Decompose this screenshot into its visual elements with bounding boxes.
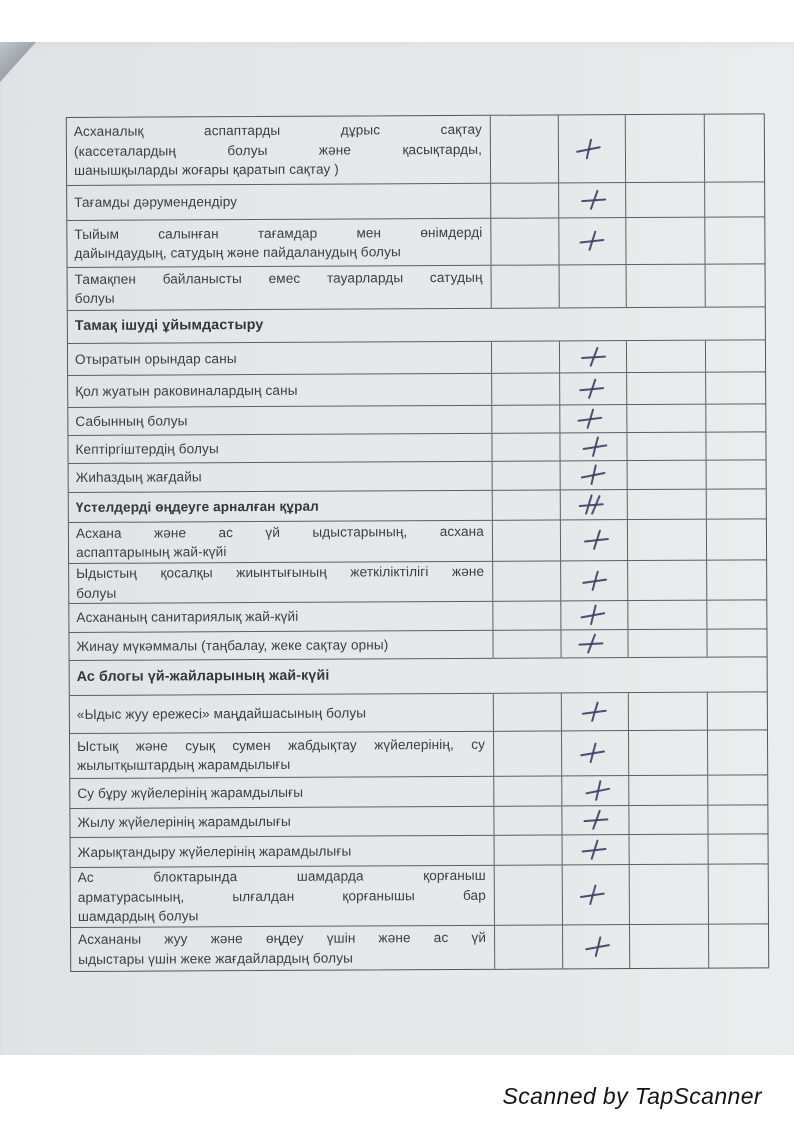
empty-cell: [707, 519, 766, 559]
mark-cell: [560, 433, 627, 460]
empty-cell: [705, 182, 764, 216]
table-row: [70, 692, 767, 734]
table-row: [68, 264, 765, 311]
item-text: Жинау мүкәммалы (таңбалау, жеке сақтау орны): [76, 637, 389, 654]
plus-check-mark-icon: [576, 407, 604, 431]
empty-cell: [708, 730, 767, 774]
mark-cell: [562, 693, 629, 730]
item-text: Сабынның болуы: [75, 413, 188, 429]
checklist-table: [66, 113, 769, 972]
item-text: Жарықтандыру жүйелерінің жарамдылығы: [77, 843, 352, 860]
table-row: [70, 805, 767, 838]
empty-cell: [495, 835, 563, 864]
empty-cell: [630, 865, 709, 924]
item-text-cell: [69, 521, 493, 563]
section-title-cell: [68, 307, 765, 343]
plus-check-mark-icon: [580, 838, 608, 862]
empty-cell: [706, 372, 765, 403]
item-text-cell: [68, 266, 492, 310]
mark-cell: [563, 925, 630, 968]
empty-cell: [707, 489, 766, 518]
mark-cell: [559, 183, 626, 217]
empty-cell: [493, 630, 561, 657]
mark-cell: [562, 806, 629, 834]
item-text-cell: [69, 631, 493, 660]
table-row: [68, 432, 765, 464]
plus-check-mark-icon: [579, 344, 608, 370]
empty-cell: [706, 340, 765, 371]
empty-cell: [494, 776, 562, 805]
empty-cell: [628, 490, 707, 519]
item-text: Ыстық және суық сумен жабдықтау жүйелерінің, су: [77, 736, 486, 754]
plus-check-mark-icon: [579, 741, 608, 766]
plus-check-mark-icon: [583, 528, 611, 552]
section-title-cell: [70, 657, 767, 695]
empty-cell: [630, 835, 709, 864]
empty-cell: [495, 925, 563, 968]
item-text-cell: [71, 836, 495, 867]
empty-cell: [493, 520, 561, 560]
item-text-cell: [68, 342, 492, 375]
item-text-cell: [69, 562, 493, 603]
empty-cell: [709, 924, 768, 967]
empty-cell: [627, 405, 706, 432]
plus-check-mark-icon: [579, 462, 609, 488]
item-text-cell: [70, 777, 494, 808]
item-text-cell: [69, 462, 493, 492]
empty-cell: [707, 629, 766, 656]
item-text-cell: [71, 926, 495, 971]
table-row: [69, 560, 766, 604]
empty-cell: [494, 731, 562, 775]
mark-cell: [561, 561, 628, 600]
table-row: [71, 924, 768, 971]
empty-cell: [494, 806, 562, 834]
empty-cell: [491, 218, 559, 264]
plus-check-mark-icon: [583, 778, 613, 804]
item-text: Ас блоктарында шамдарда қорғаныш: [77, 868, 486, 886]
item-text: Отыратын орындар саны: [74, 350, 237, 367]
item-text: ыдыстары үшін жеке жағдайлардың болуы: [78, 950, 353, 967]
plus-check-mark-icon: [579, 882, 608, 907]
empty-cell: [495, 865, 563, 924]
empty-cell: [628, 520, 707, 560]
empty-cell: [705, 114, 764, 181]
item-text-cell: [67, 184, 491, 220]
table-row: [68, 404, 765, 436]
item-text-cell: [69, 602, 493, 632]
empty-cell: [629, 693, 708, 730]
empty-cell: [627, 341, 706, 372]
plus-check-mark-icon: [579, 603, 608, 629]
empty-cell: [491, 115, 559, 182]
table-row: [71, 864, 768, 928]
empty-cell: [708, 692, 767, 729]
empty-cell: [626, 218, 705, 264]
empty-cell: [709, 834, 768, 863]
item-text: Асхананың санитариялық жай-күйі: [76, 609, 299, 626]
empty-cell: [494, 693, 562, 730]
item-text: Тамақ ішуді ұйымдастыру: [74, 317, 264, 335]
mark-cell: [562, 731, 629, 775]
empty-cell: [492, 265, 560, 307]
item-text-cell: [69, 491, 493, 522]
item-text-cell: [68, 434, 492, 463]
empty-cell: [493, 490, 561, 519]
mark-cell: [560, 341, 627, 372]
plus-check-mark-icon: [581, 568, 610, 593]
table-row: [67, 217, 764, 268]
table-row: [70, 775, 767, 809]
empty-cell: [492, 341, 560, 372]
empty-cell: [626, 183, 705, 217]
empty-cell: [630, 925, 709, 968]
empty-cell: [493, 601, 561, 629]
item-text: (кассеталардың болуы және қасықтарды,: [73, 141, 482, 159]
item-text: Жылу жүйелерінің жарамдылығы: [77, 814, 291, 831]
item-text-cell: [70, 807, 494, 837]
double-plus-check-mark-icon: [577, 492, 606, 517]
empty-cell: [493, 561, 561, 600]
table-row: [70, 730, 767, 779]
item-text: Тамақпен байланысты емес тауарларды сатудың: [74, 269, 483, 287]
empty-cell: [492, 433, 560, 460]
empty-cell: [707, 600, 766, 628]
table-row: [67, 114, 764, 186]
table-row: [69, 519, 766, 564]
empty-cell: [707, 560, 766, 599]
empty-cell: [628, 601, 707, 629]
empty-cell: [629, 731, 708, 775]
item-text-cell: [70, 694, 494, 733]
item-text: Тағамды дәрумендендіру: [74, 194, 238, 211]
item-text: Қол жуатын раковиналардың саны: [75, 382, 298, 399]
item-text: «Ыдыс жуу ережесі» маңдайшасының болуы: [76, 705, 367, 722]
item-text: болуы: [76, 585, 117, 601]
item-text: Асхана және ас үй ыдыстарының, асхана: [75, 523, 484, 541]
item-text: арматурасының, ылғалдан қорғанышы бар: [77, 887, 486, 905]
table-row: [69, 460, 766, 493]
item-text: Асхананы жуу және өңдеу үшін және ас үй: [78, 929, 487, 948]
item-text-cell: [70, 732, 494, 778]
empty-cell: [628, 630, 707, 657]
section-header-row: [70, 657, 767, 696]
mark-cell: [560, 405, 627, 432]
empty-cell: [708, 775, 767, 804]
mark-cell: [562, 776, 629, 805]
item-text: болуы: [74, 290, 115, 306]
item-text-cell: [67, 116, 491, 185]
empty-cell: [627, 433, 706, 460]
empty-cell: [705, 217, 764, 263]
item-text: жылытқыштардың жарамдылығы: [77, 756, 291, 773]
empty-cell: [628, 561, 707, 600]
mark-cell: [559, 218, 626, 264]
item-text-cell: [67, 219, 491, 267]
mark-cell: [561, 490, 628, 519]
item-text: дайындаудың, сатудың және пайдаланудың болуы: [74, 244, 401, 261]
empty-cell: [708, 805, 767, 833]
empty-cell: [628, 461, 707, 489]
item-text: аспаптарының жай-күйі: [76, 544, 227, 560]
item-text: Жиһаздың жағдайы: [75, 469, 202, 486]
mark-cell: [561, 630, 628, 657]
empty-cell: [629, 776, 708, 805]
mark-cell: [563, 835, 630, 864]
scanned-by-watermark: Scanned by TapScanner: [502, 1083, 762, 1109]
plus-check-mark-icon: [582, 808, 611, 833]
table-row: [69, 629, 766, 661]
empty-cell: [626, 115, 705, 182]
item-text: шанышқыларды жоғары қаратып сақтау ): [74, 161, 339, 179]
empty-cell: [709, 864, 768, 923]
plus-check-mark-icon: [578, 376, 607, 401]
item-text: Су бұру жүйелерінің жарамдылығы: [77, 784, 304, 801]
table-row: [71, 834, 768, 868]
empty-cell: [493, 461, 561, 489]
mark-cell: [561, 601, 628, 629]
item-text: Кептіргіштердің болуы: [75, 441, 219, 457]
mark-cell: [559, 115, 626, 182]
table-row: [68, 372, 765, 408]
section-header-row: [68, 307, 765, 344]
plus-check-mark-icon: [574, 136, 604, 162]
plus-check-mark-icon: [581, 434, 610, 459]
paper-sheet: [0, 42, 794, 1055]
plus-check-mark-icon: [581, 700, 609, 724]
empty-cell: [707, 460, 766, 488]
mark-cell: [563, 865, 630, 924]
item-text-cell: [71, 866, 495, 927]
item-text: Тыйым салынған тағамдар мен өнімдерді: [74, 224, 483, 242]
plus-check-mark-icon: [580, 188, 609, 213]
plus-check-mark-icon: [583, 934, 612, 960]
empty-cell: [627, 373, 706, 404]
item-text: Ас блогы үй-жайларының жай-күйі: [76, 667, 330, 686]
item-text: Асханалық аспаптарды дұрыс сақтау: [73, 122, 482, 140]
plus-check-mark-icon: [577, 631, 606, 657]
page-fold-corner: [0, 42, 36, 82]
mark-cell: [561, 520, 628, 560]
item-text-cell: [68, 374, 492, 407]
table-row: [67, 182, 764, 221]
table-row: [68, 340, 765, 376]
empty-cell: [706, 432, 765, 459]
mark-cell: [561, 461, 628, 489]
mark-cell: [560, 265, 627, 307]
mark-cell: [560, 373, 627, 404]
item-text: Ыдыстың қосалқы жиынтығының жеткіліктілігі және: [76, 563, 485, 582]
item-text: Үстелдерді өңдеуге арналған құрал: [75, 498, 319, 515]
plus-check-mark-icon: [578, 229, 606, 253]
empty-cell: [492, 405, 560, 432]
empty-cell: [627, 265, 706, 307]
empty-cell: [492, 373, 560, 404]
empty-cell: [491, 183, 559, 217]
empty-cell: [706, 264, 765, 306]
table-row: [69, 489, 766, 523]
empty-cell: [706, 404, 765, 431]
item-text: шамдардың болуы: [77, 908, 199, 925]
item-text-cell: [68, 406, 492, 435]
empty-cell: [629, 806, 708, 834]
table-row: [69, 600, 766, 633]
